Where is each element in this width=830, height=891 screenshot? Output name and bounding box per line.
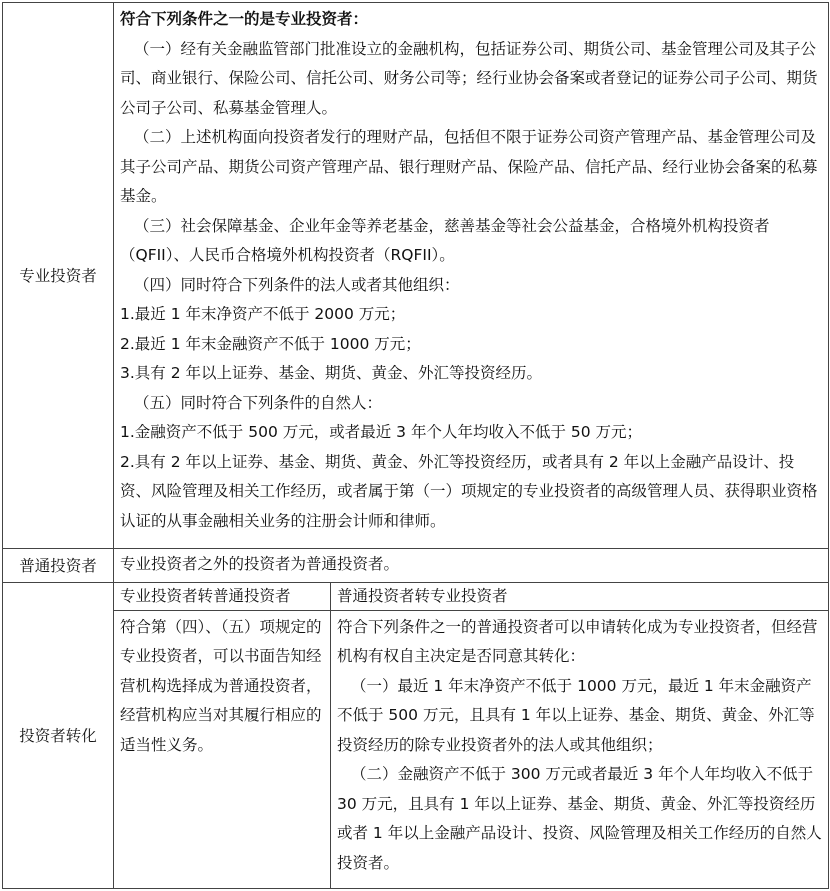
professional-item-5: （五）同时符合下列条件的自然人： bbox=[133, 393, 382, 412]
professional-investor-row bbox=[3, 3, 829, 549]
conversion-left-text: 符合第（四）、（五）项规定的专业投资者，可以书面告知经营机构选择成为普通投资者，经营机构应当对其履行相应的适当性义务。 bbox=[120, 617, 322, 754]
conversion-right-cell bbox=[331, 610, 829, 888]
conversion-right-header: 普通投资者转专业投资者 bbox=[331, 582, 829, 610]
conversion-header-row bbox=[3, 582, 829, 610]
professional-item-4-2: 2.最近 1 年末金融资产不低于 1000 万元； bbox=[120, 334, 421, 353]
conversion-body-row bbox=[3, 610, 829, 888]
professional-item-4: （四）同时符合下列条件的法人或者其他组织： bbox=[133, 275, 460, 294]
professional-item-1: （一）经有关金融监管部门批准设立的金融机构，包括证券公司、期货公司、基金管理公司及其子公司、商业银行、保险公司、信托公司、财务公司等；经行业协会备案或者登记的证券公司子公司、期货公司子公司、私募基金管理人。 bbox=[120, 39, 818, 117]
professional-item-4-1: 1.最近 1 年末净资产不低于 2000 万元； bbox=[120, 305, 406, 323]
conversion-left-header: 专业投资者转普通投资者 bbox=[114, 582, 331, 610]
ordinary-investor-label: 普通投资者 bbox=[3, 548, 114, 582]
conversion-right-intro: 符合下列条件之一的普通投资者可以申请转化成为专业投资者，但经营机构有权自主决定是否同意其转化： bbox=[337, 617, 818, 666]
professional-item-5-2: 2.具有 2 年以上证券、基金、期货、黄金、外汇等投资经历，或者具有 2 年以上金融产品设计、投资、风险管理及相关工作经历，或者属于第（一）项规定的专业投资者的高级管理人员、获得职业资格认证的从事金融相关业务的注册会计师和律师。 bbox=[120, 452, 818, 530]
investor-classification-table bbox=[2, 2, 829, 889]
conversion-right-item-2: （二）金融资产不低于 300 万元或者最近 3 年个人年均收入不低于 30 万元，且具有 1 年以上证券、基金、期货、黄金、外汇等投资经历或者 1 年以上金融产品设计、投资、风险管理及相关工作经历的自然人投资者。 bbox=[337, 765, 822, 872]
professional-item-4-3: 3.具有 2 年以上证券、基金、期货、黄金、外汇等投资经历。 bbox=[120, 364, 543, 382]
conversion-right-item-1: （一）最近 1 年末净资产不低于 1000 万元，最近 1 年末金融资产不低于 500 万元，且具有 1 年以上证券、基金、期货、黄金、外汇等投资经历的除专业投资者外的法人或其他组织； bbox=[337, 676, 815, 754]
ordinary-investor-row bbox=[3, 548, 829, 582]
professional-item-5-1: 1.金融资产不低于 500 万元，或者最近 3 年个人年均收入不低于 50 万元； bbox=[120, 423, 643, 441]
professional-item-3: （三）社会保障基金、企业年金等养老基金，慈善基金等社会公益基金，合格境外机构投资者（QFII）、人民币合格境外机构投资者（RQFII）。 bbox=[120, 216, 770, 264]
investor-classification-document bbox=[2, 2, 828, 889]
conversion-left-cell bbox=[114, 610, 331, 888]
conversion-label: 投资者转化 bbox=[3, 582, 114, 888]
professional-investor-criteria bbox=[114, 3, 829, 549]
professional-item-2: （二）上述机构面向投资者发行的理财产品，包括但不限于证券公司资产管理产品、基金管理公司及其子公司产品、期货公司资产管理产品、银行理财产品、保险产品、信托产品、经行业协会备案的私募基金。 bbox=[120, 128, 818, 205]
professional-investor-label: 专业投资者 bbox=[3, 3, 114, 549]
ordinary-investor-text: 专业投资者之外的投资者为普通投资者。 bbox=[114, 548, 829, 582]
professional-intro: 符合下列条件之一的是专业投资者： bbox=[120, 10, 369, 28]
